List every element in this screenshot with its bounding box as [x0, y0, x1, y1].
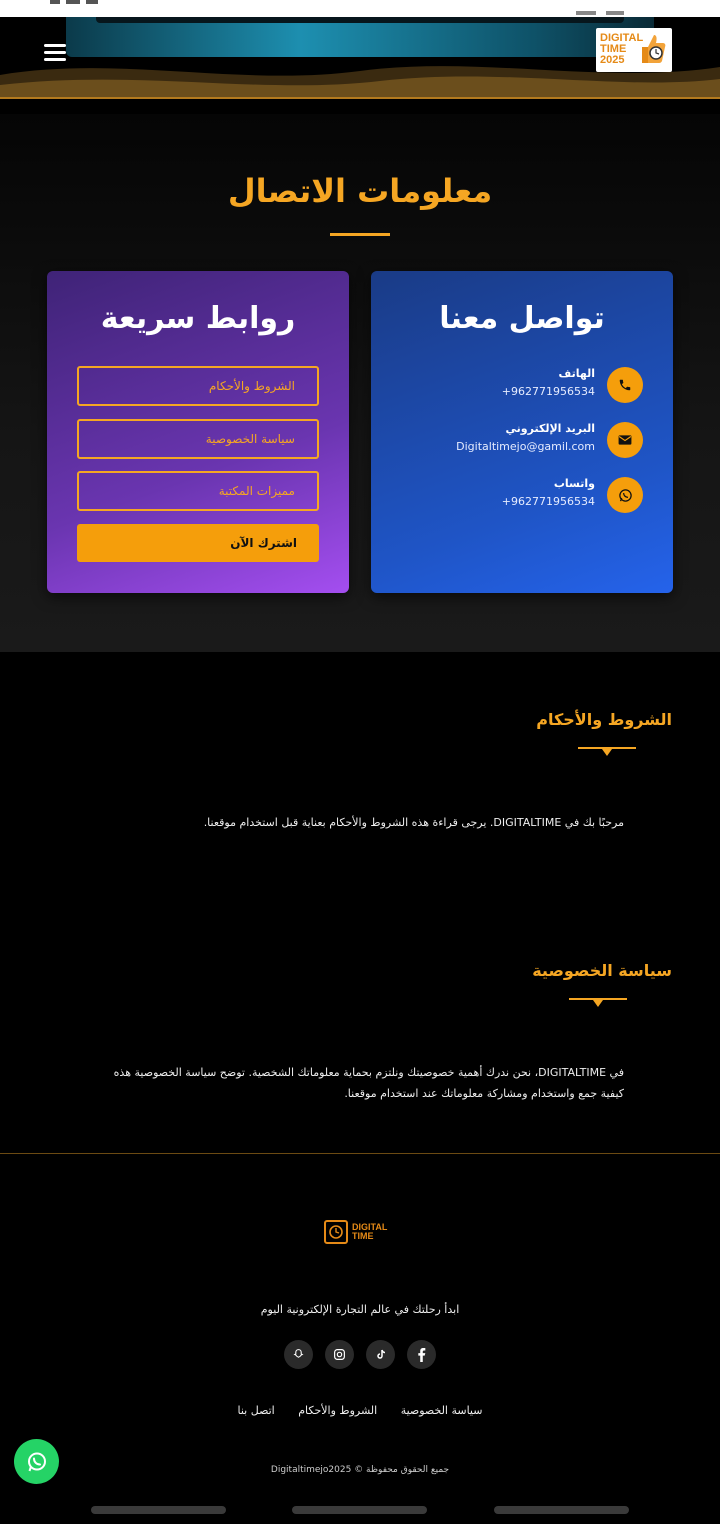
site-logo[interactable]: [596, 28, 672, 72]
copyright-text: جميع الحقوق محفوظة © Digitaltimejo2025: [270, 1465, 450, 1475]
header-banner-image: [66, 17, 654, 57]
footer-link-terms[interactable]: الشروط والأحكام: [298, 1404, 378, 1417]
contact-email-item[interactable]: [393, 422, 643, 462]
terms-text: مرحبًا بك في DIGITALTIME. يرجى قراءة هذه الشروط والأحكام بعناية قبل استخدام موقعنا.: [203, 816, 624, 829]
contact-phone-item[interactable]: [393, 367, 643, 407]
hamburger-menu-icon[interactable]: [44, 44, 66, 62]
footer-divider: [0, 1153, 720, 1154]
nav-recent-apps[interactable]: [91, 1506, 226, 1514]
privacy-section-title: سياسة الخصوصية: [532, 961, 672, 980]
quick-link-library-features[interactable]: مميزات المكتبة: [77, 471, 319, 511]
instagram-icon[interactable]: [325, 1340, 354, 1369]
footer-links: [0, 1404, 720, 1417]
site-header: [0, 17, 720, 99]
header-underline: [0, 97, 720, 99]
footer-logo-text: DIGITAL TIME: [352, 1222, 388, 1241]
facebook-icon[interactable]: [407, 1340, 436, 1369]
title-underline: [330, 233, 390, 236]
phone-icon: [607, 367, 643, 403]
privacy-title-marker: [593, 1000, 603, 1007]
email-value: Digitaltimejo@gamil.com: [456, 440, 595, 453]
whatsapp-chat-button[interactable]: [14, 1439, 59, 1484]
subscribe-now-button[interactable]: اشترك الآن: [77, 524, 319, 562]
status-bar: [0, 0, 720, 17]
social-links: [284, 1340, 436, 1370]
contact-section-title: معلومات الاتصال: [227, 172, 493, 210]
contact-info-section: [0, 114, 720, 652]
nav-back[interactable]: [494, 1506, 629, 1514]
phone-value: +962771956534: [501, 385, 595, 398]
contact-whatsapp-item[interactable]: [393, 477, 643, 517]
logo-text: DIGITAL TIME 2025: [600, 32, 644, 66]
whatsapp-fab-icon: [25, 1450, 49, 1474]
thumbs-up-clock-icon: [640, 33, 666, 65]
privacy-text: في DIGITALTIME، نحن ندرك أهمية خصوصيتك ونلتزم بحماية معلوماتك الشخصية. توضح سياسة الخصوصية هذه كيفية جمع واستخدام ومشاركة معلوماتك عند استخدام موقعنا.: [113, 1066, 624, 1100]
quick-link-terms[interactable]: الشروط والأحكام: [77, 366, 319, 406]
whatsapp-label: واتساب: [553, 477, 595, 490]
nav-home[interactable]: [292, 1506, 427, 1514]
status-icons-right: [564, 0, 624, 6]
snapchat-icon[interactable]: [284, 1340, 313, 1369]
footer-logo[interactable]: [324, 1220, 396, 1246]
tiktok-icon[interactable]: [366, 1340, 395, 1369]
email-label: البريد الإلكتروني: [505, 422, 595, 435]
quick-links-title: روابط سريعة: [100, 301, 296, 336]
footer-clock-icon: [324, 1220, 348, 1244]
terms-title-marker: [602, 749, 612, 756]
footer-tagline: ابدأ رحلتك في عالم التجارة الإلكترونية اليوم: [260, 1303, 460, 1316]
whatsapp-icon: [607, 477, 643, 513]
terms-section-title: الشروط والأحكام: [536, 710, 672, 729]
whatsapp-value: +962771956534: [501, 495, 595, 508]
envelope-icon: [607, 422, 643, 458]
phone-label: الهاتف: [558, 367, 595, 380]
footer-link-contact[interactable]: اتصل بنا: [237, 1404, 275, 1417]
status-icons-left: [34, 0, 104, 6]
quick-links-card: [47, 271, 349, 593]
footer-link-privacy[interactable]: سياسة الخصوصية: [400, 1404, 483, 1417]
quick-link-privacy[interactable]: سياسة الخصوصية: [77, 419, 319, 459]
reach-us-title: تواصل معنا: [439, 301, 605, 336]
reach-us-card: [371, 271, 673, 593]
